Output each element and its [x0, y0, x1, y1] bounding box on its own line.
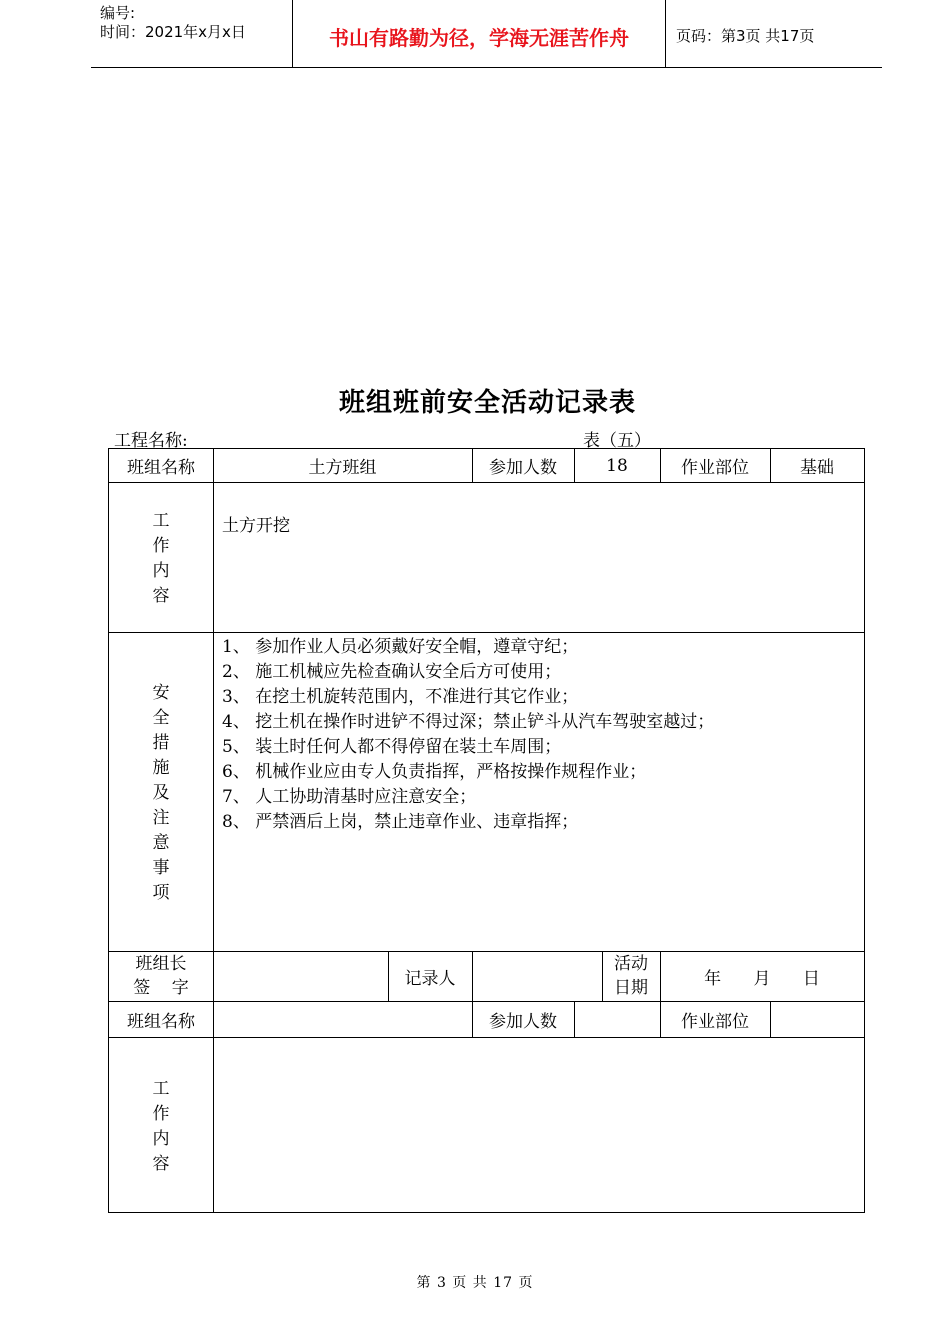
participants-field-2[interactable] — [574, 1001, 660, 1037]
activity-date-value[interactable]: 年 月 日 — [704, 968, 820, 989]
row-line — [109, 482, 864, 483]
safety-item: 8、 严禁酒后上岗，禁止违章作业、违章指挥； — [222, 812, 579, 832]
recorder-field[interactable] — [472, 951, 602, 1001]
form-title: 班组班前安全活动记录表 — [338, 388, 636, 418]
header-page-info: 页码：第3页 共17页 — [676, 27, 815, 45]
work-content-field-2[interactable] — [213, 1037, 864, 1212]
row-line — [109, 632, 864, 633]
team-name-field-2[interactable] — [213, 1001, 472, 1037]
team-name-value: 土方班组 — [308, 458, 377, 478]
safety-measures-list — [222, 635, 714, 835]
work-content-value: 土方开挖 — [222, 516, 290, 536]
form-number: 表（五） — [583, 431, 651, 451]
header-divider-right — [665, 0, 666, 68]
activity-date-label: 活动 日期 — [614, 954, 648, 998]
team-name-label-2: 班组名称 — [127, 1011, 195, 1032]
work-content-label-2: 工 作 内 容 — [152, 1079, 170, 1174]
safety-item: 7、 人工协助清基时应注意安全； — [222, 787, 477, 807]
header-time-label: 时间：2021年x月x日 — [100, 23, 246, 41]
work-part-label-2: 作业部位 — [681, 1011, 749, 1032]
team-name-label: 班组名称 — [127, 458, 195, 478]
header-code-label: 编号: — [100, 4, 136, 22]
work-part-label: 作业部位 — [681, 458, 749, 478]
participants-label-2: 参加人数 — [489, 1011, 557, 1032]
leader-sign-label: 班组长 签 字 — [133, 954, 189, 998]
safety-item: 5、 装土时任何人都不得停留在装土车周围； — [222, 737, 562, 757]
safety-item: 3、 在挖土机旋转范围内，不准进行其它作业； — [222, 687, 579, 707]
safety-item: 2、 施工机械应先检查确认安全后方可使用； — [222, 662, 562, 682]
safety-record-table — [108, 448, 865, 1213]
participants-value: 18 — [606, 455, 628, 476]
recorder-label: 记录人 — [404, 968, 456, 989]
safety-measures-label: 安 全 措 施 及 注 意 事 项 — [152, 683, 170, 903]
safety-item: 6、 机械作业应由专人负责指挥，严格按操作规程作业； — [222, 762, 647, 782]
participants-label: 参加人数 — [489, 458, 557, 478]
work-part-value: 基础 — [800, 458, 834, 478]
leader-sign-field[interactable] — [213, 951, 388, 1001]
page-footer: 第 3 页 共 17 页 — [416, 1275, 534, 1291]
work-content-label: 工 作 内 容 — [152, 511, 170, 606]
work-part-field-2[interactable] — [770, 1001, 864, 1037]
safety-item: 1、 参加作业人员必须戴好安全帽，遵章守纪； — [222, 637, 579, 657]
safety-item: 4、 挖土机在操作时进铲不得过深；禁止铲斗从汽车驾驶室越过； — [222, 712, 715, 732]
project-name-label: 工程名称: — [114, 431, 188, 451]
header-motto: 书山有路勤为径，学海无涯苦作舟 — [329, 26, 629, 50]
header-bottom-rule — [91, 67, 882, 68]
